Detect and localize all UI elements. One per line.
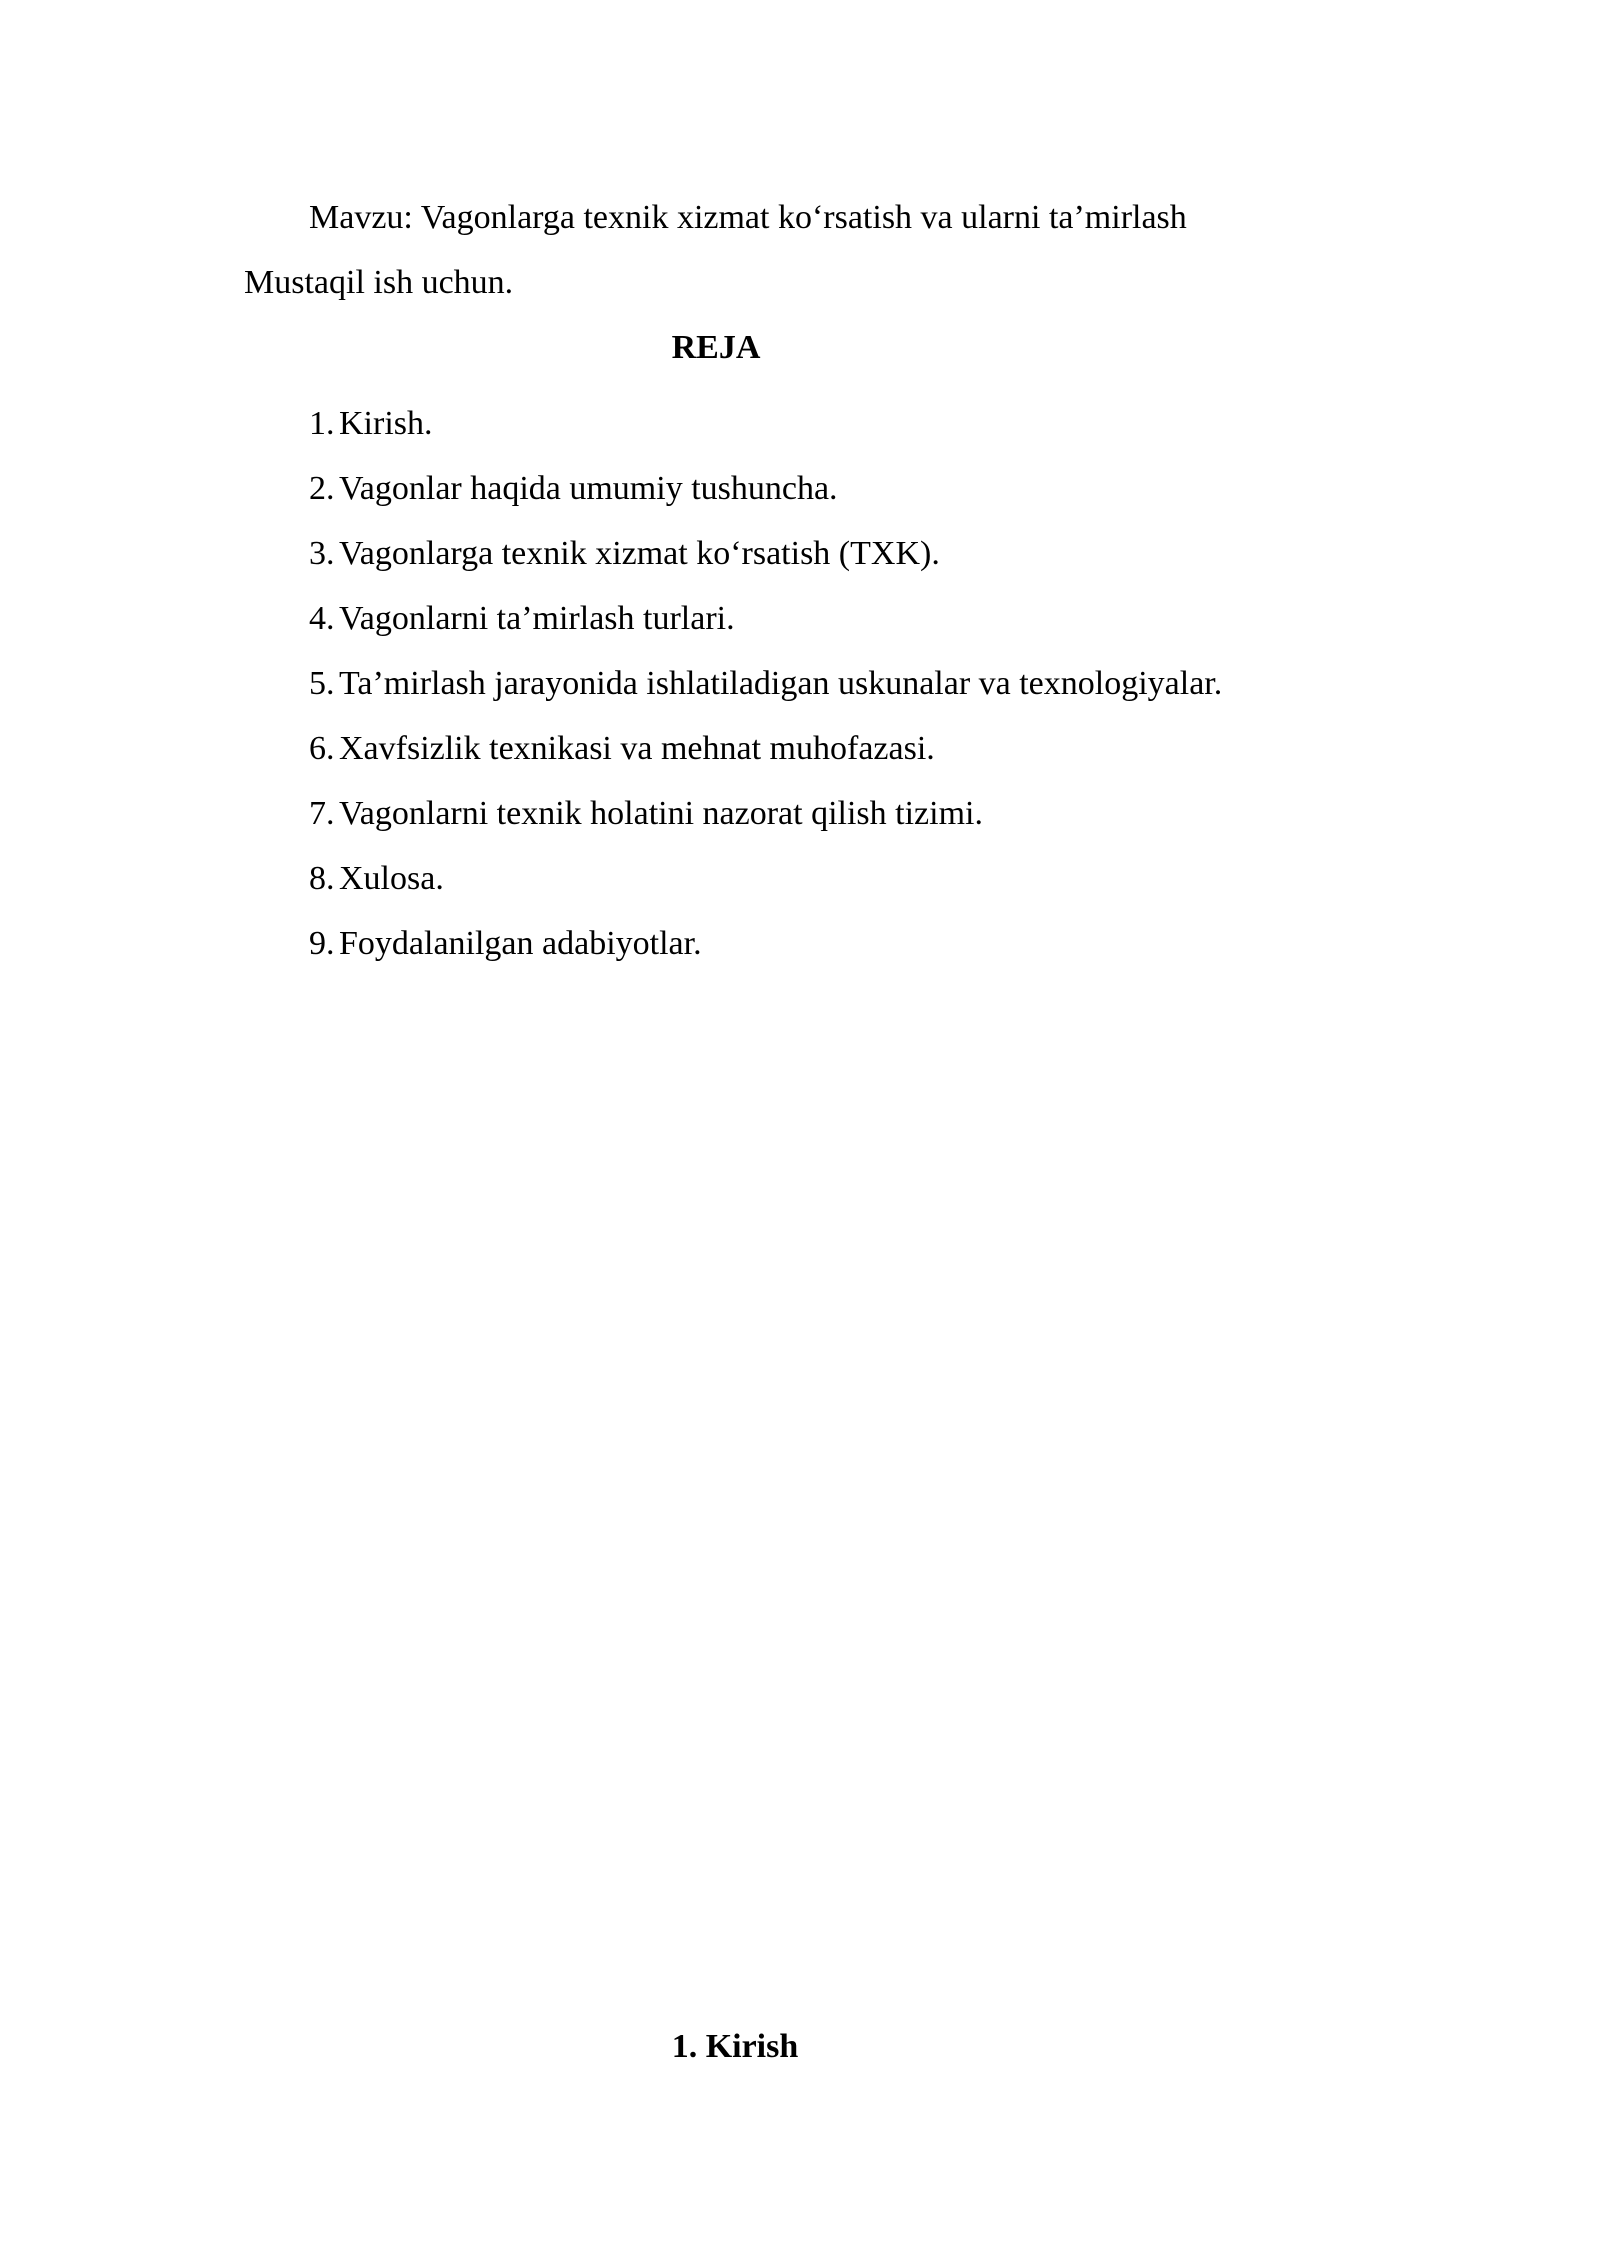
section-heading: 1. Kirish <box>671 2028 799 2065</box>
plan-item-number: 5. <box>309 665 335 702</box>
plan-heading: REJA <box>671 329 761 366</box>
plan-item-text: Vagonlarni texnik holatini nazorat qilish tizimi. <box>339 795 983 832</box>
plan-item-text: Vagonlarga texnik xizmat ko‘rsatish (TXK). <box>339 535 940 572</box>
plan-item-number: 6. <box>309 730 335 767</box>
plan-item <box>309 651 1222 716</box>
plan-item-number: 1. <box>309 405 335 442</box>
plan-item <box>309 521 1222 586</box>
plan-item-text: Ta’mirlash jarayonida ishlatiladigan uskunalar va texnologiyalar. <box>339 665 1223 702</box>
plan-item-text: Xulosa. <box>339 860 444 897</box>
subtitle-line: Mustaqil ish uchun. <box>244 264 514 301</box>
plan-item <box>309 911 1222 976</box>
plan-list <box>309 391 1222 976</box>
plan-item-text: Foydalanilgan adabiyotlar. <box>339 925 702 962</box>
plan-item <box>309 586 1222 651</box>
topic-line: Mavzu: Vagonlarga texnik xizmat ko‘rsatish va ularni ta’mirlash <box>309 199 1187 236</box>
plan-item <box>309 846 1222 911</box>
plan-item <box>309 391 1222 456</box>
plan-item-number: 4. <box>309 600 335 637</box>
plan-item-number: 2. <box>309 470 335 507</box>
plan-item-text: Vagonlarni ta’mirlash turlari. <box>339 600 735 637</box>
plan-item-number: 7. <box>309 795 335 832</box>
plan-item-number: 8. <box>309 860 335 897</box>
plan-item-text: Xavfsizlik texnikasi va mehnat muhofazasi. <box>339 730 935 767</box>
plan-item-number: 3. <box>309 535 335 572</box>
plan-item-text: Vagonlar haqida umumiy tushuncha. <box>339 470 838 507</box>
plan-item-number: 9. <box>309 925 335 962</box>
plan-item <box>309 781 1222 846</box>
plan-item <box>309 456 1222 521</box>
plan-item <box>309 716 1222 781</box>
plan-item-text: Kirish. <box>339 405 433 442</box>
